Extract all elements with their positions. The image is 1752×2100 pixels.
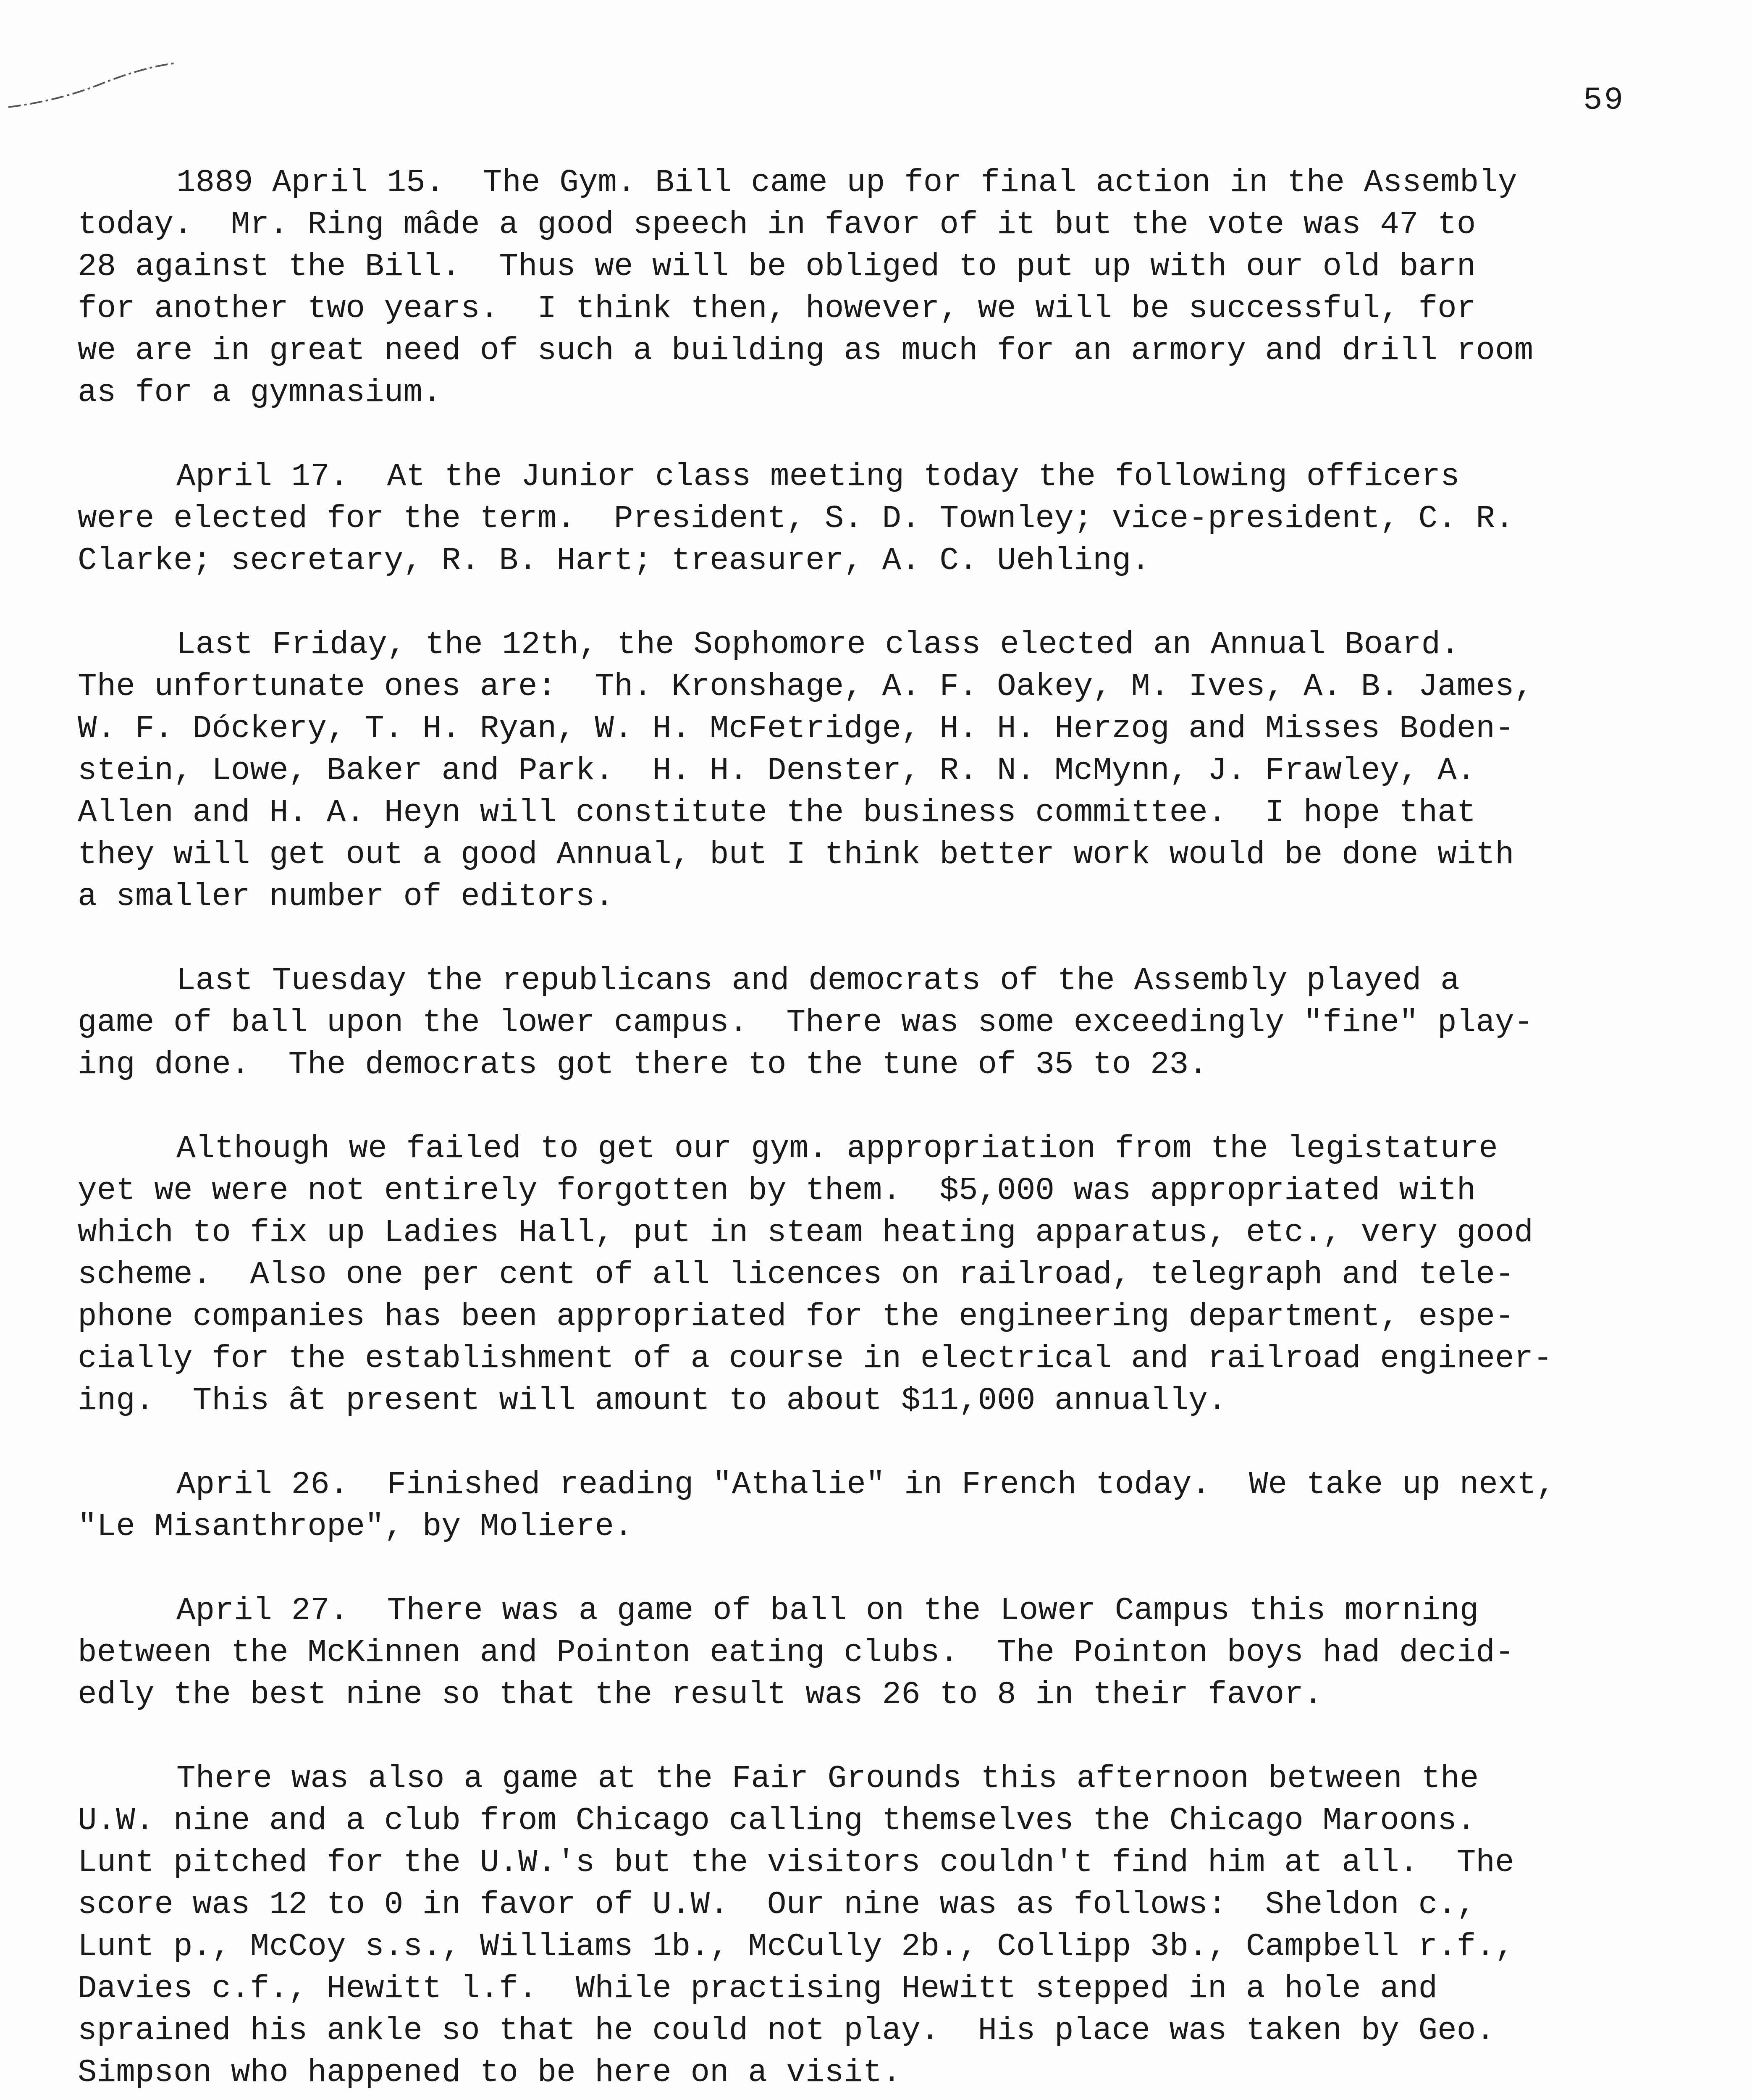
text-line: Lunt pitched for the U.W.'s but the visitors couldn't find him at all. The xyxy=(78,1845,1514,1881)
text-line: U.W. nine and a club from Chicago calling themselves the Chicago Maroons. xyxy=(78,1803,1476,1839)
text-line: were elected for the term. President, S. D. Townley; vice-president, C. R. xyxy=(78,501,1514,537)
text-line: The unfortunate ones are: Th. Kronshage, A. F. Oakey, M. Ives, A. B. James, xyxy=(78,669,1534,705)
text-line: April 27. There was a game of ball on the Lower Campus this morning xyxy=(176,1593,1479,1629)
text-line: they will get out a good Annual, but I think better work would be done with xyxy=(78,837,1514,873)
paragraph xyxy=(78,624,1640,918)
document-body xyxy=(78,162,1640,2100)
text-line: stein, Lowe, Baker and Park. H. H. Denster, R. N. McMynn, J. Frawley, A. xyxy=(78,753,1476,789)
text-line: 28 against the Bill. Thus we will be obliged to put up with our old barn xyxy=(78,249,1476,285)
text-line: 1889 April 15. The Gym. Bill came up for final action in the Assembly xyxy=(176,165,1517,201)
text-line: ing. This ât present will amount to about $11,000 annually. xyxy=(78,1383,1227,1419)
text-line: we are in great need of such a building as much for an armory and drill room xyxy=(78,333,1534,369)
paragraph xyxy=(78,960,1640,1086)
text-line: cially for the establishment of a course in electrical and railroad engineer- xyxy=(78,1341,1553,1377)
text-line: Although we failed to get our gym. appropriation from the legistature xyxy=(176,1131,1498,1167)
text-line: as for a gymnasium. xyxy=(78,375,442,411)
paragraph xyxy=(78,456,1640,582)
text-line: sprained his ankle so that he could not play. His place was taken by Geo. xyxy=(78,2013,1495,2049)
text-line: scheme. Also one per cent of all licences on railroad, telegraph and tele- xyxy=(78,1257,1514,1293)
paragraph xyxy=(78,1590,1640,1716)
text-line: phone companies has been appropriated for the engineering department, espe- xyxy=(78,1299,1514,1335)
text-line: today. Mr. Ring mâde a good speech in favor of it but the vote was 47 to xyxy=(78,207,1476,243)
text-line: "Le Misanthrope", by Moliere. xyxy=(78,1509,633,1545)
paragraph xyxy=(78,162,1640,414)
text-line: game of ball upon the lower campus. There was some exceedingly "fine" play- xyxy=(78,1005,1534,1041)
text-line: edly the best nine so that the result was 26 to 8 in their favor. xyxy=(78,1677,1323,1713)
text-line: ing done. The democrats got there to the tune of 35 to 23. xyxy=(78,1047,1208,1083)
text-line: for another two years. I think then, however, we will be successful, for xyxy=(78,291,1476,327)
text-line: a smaller number of editors. xyxy=(78,879,614,915)
text-line: Lunt p., McCoy s.s., Williams 1b., McCully 2b., Collipp 3b., Campbell r.f., xyxy=(78,1929,1514,1965)
text-line: April 26. Finished reading "Athalie" in French today. We take up next, xyxy=(176,1467,1555,1503)
text-line: Davies c.f., Hewitt l.f. While practising Hewitt stepped in a hole and xyxy=(78,1971,1438,2007)
text-line: between the McKinnen and Pointon eating clubs. The Pointon boys had decid- xyxy=(78,1635,1514,1671)
text-line: Allen and H. A. Heyn will constitute the business committee. I hope that xyxy=(78,795,1476,831)
text-line: Last Friday, the 12th, the Sophomore class elected an Annual Board. xyxy=(176,627,1460,663)
text-line: W. F. Dóckery, T. H. Ryan, W. H. McFetridge, H. H. Herzog and Misses Boden- xyxy=(78,711,1514,747)
paragraph xyxy=(78,1464,1640,1548)
text-line: Simpson who happened to be here on a visit. xyxy=(78,2055,902,2091)
page-number: 59 xyxy=(1583,82,1625,118)
text-line: yet we were not entirely forgotten by them. $5,000 was appropriated with xyxy=(78,1173,1476,1209)
text-line: Clarke; secretary, R. B. Hart; treasurer, A. C. Uehling. xyxy=(78,543,1151,579)
paragraph xyxy=(78,1128,1640,1422)
text-line: Last Tuesday the republicans and democrats of the Assembly played a xyxy=(176,963,1460,999)
paragraph xyxy=(78,1758,1640,2094)
scan-artifact-mark xyxy=(8,59,185,109)
text-line: There was also a game at the Fair Grounds this afternoon between the xyxy=(176,1761,1479,1797)
text-line: score was 12 to 0 in favor of U.W. Our nine was as follows: Sheldon c., xyxy=(78,1887,1476,1923)
text-line: April 17. At the Junior class meeting today the following officers xyxy=(176,459,1460,495)
text-line: which to fix up Ladies Hall, put in steam heating apparatus, etc., very good xyxy=(78,1215,1534,1251)
